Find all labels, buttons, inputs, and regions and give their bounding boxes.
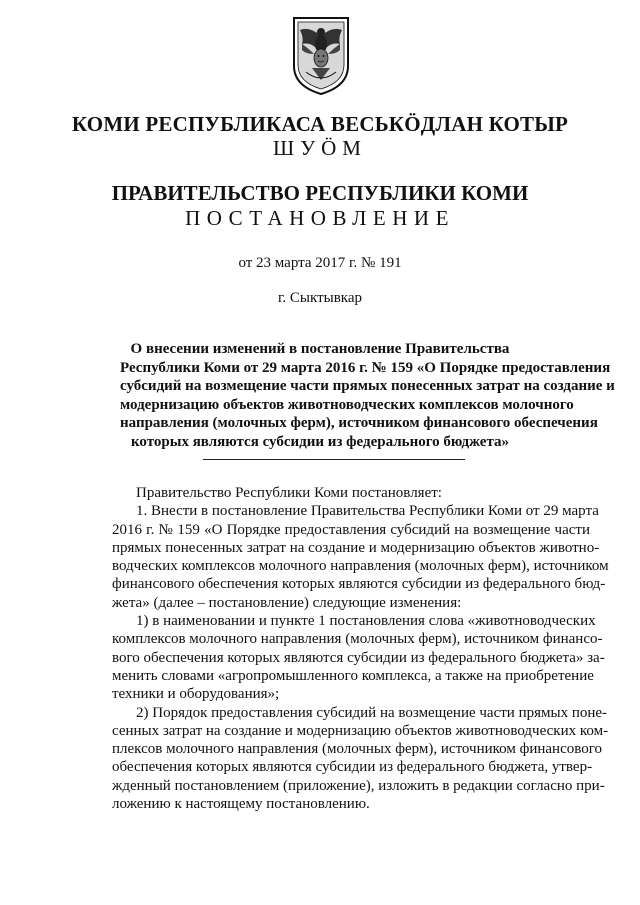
- body-line: 1) в наименовании и пункте 1 постановления слова «животноводческих: [136, 613, 596, 630]
- body-line: ложению к настоящему постановлению.: [112, 796, 370, 813]
- body-line: жденный постановлением (приложение), изложить в редакции согласно при-: [112, 777, 605, 794]
- title-line: Республики Коми от 29 марта 2016 г. № 159 «О Порядке предоставления: [120, 359, 611, 376]
- paragraph-subitem-2: [112, 704, 609, 814]
- title-line: модернизацию объектов животноводческих комплексов молочного: [120, 396, 574, 413]
- body-line: техники и оборудования»;: [112, 686, 280, 703]
- document-body: [112, 484, 609, 813]
- body-line: сенных затрат на создание и модернизацию объектов животноводческих ком-: [112, 722, 609, 739]
- paragraph-item-1: [112, 502, 609, 612]
- body-line: 2016 г. № 159 «О Порядке предоставления субсидий на возмещение части: [112, 521, 590, 538]
- title-line: направления (молочных ферм), источником финансового обеспечения: [120, 415, 598, 432]
- paragraph-preamble: [112, 484, 590, 502]
- body-line: комплексов молочного направления (молочных ферм), источником финансо-: [112, 631, 603, 648]
- title-line: субсидий на возмещение части прямых понесенных затрат на создание и: [120, 378, 615, 395]
- title-divider: [203, 459, 465, 460]
- body-line: 1. Внести в постановление Правительства Республики Коми от 29 марта: [136, 503, 599, 520]
- document-date-number: от 23 марта 2017 г. № 191: [238, 255, 402, 271]
- body-line: 2) Порядок предоставления субсидий на возмещение части прямых поне-: [136, 704, 608, 721]
- coat-of-arms-komi-icon: [290, 14, 352, 96]
- body-line: жета» (далее – постановление) следующие изменения:: [112, 594, 462, 611]
- document-city: г. Сыктывкар: [277, 290, 363, 306]
- body-line: обеспечения которых являются субсидии из федерального бюджета, утвер-: [112, 759, 593, 776]
- body-line: вого обеспечения которых являются субсидии из федерального бюджета» за-: [112, 649, 605, 666]
- body-line: менить словами «агропромышленного комплекса, а также на приобретение: [112, 667, 594, 684]
- komi-document-type: ШУӦМ: [273, 136, 367, 160]
- body-line: плексов молочного направления (молочных ферм), источником финансового: [112, 741, 603, 758]
- body-line: водческих комплексов молочного направления (молочных ферм), источником: [112, 558, 609, 575]
- komi-government-title: КОМИ РЕСПУБЛИКАСА ВЕСЬКӦДЛАН КОТЫР: [71, 112, 569, 136]
- body-line: Правительство Республики Коми постановляет:: [136, 485, 442, 501]
- document-title: [120, 340, 615, 452]
- paragraph-subitem-1: [112, 612, 605, 703]
- title-line: которых являются субсидии из федерального бюджета»: [130, 433, 510, 450]
- body-line: прямых понесенных затрат на создание и модернизацию объектов животно-: [112, 539, 600, 556]
- document-type: ПОСТАНОВЛЕНИЕ: [185, 206, 455, 230]
- title-line: О внесении изменений в постановление Правительства: [130, 341, 510, 357]
- body-line: финансового обеспечения которых являются субсидии из федерального бюд-: [112, 576, 606, 593]
- government-title: ПРАВИТЕЛЬСТВО РЕСПУБЛИКИ КОМИ: [111, 181, 529, 205]
